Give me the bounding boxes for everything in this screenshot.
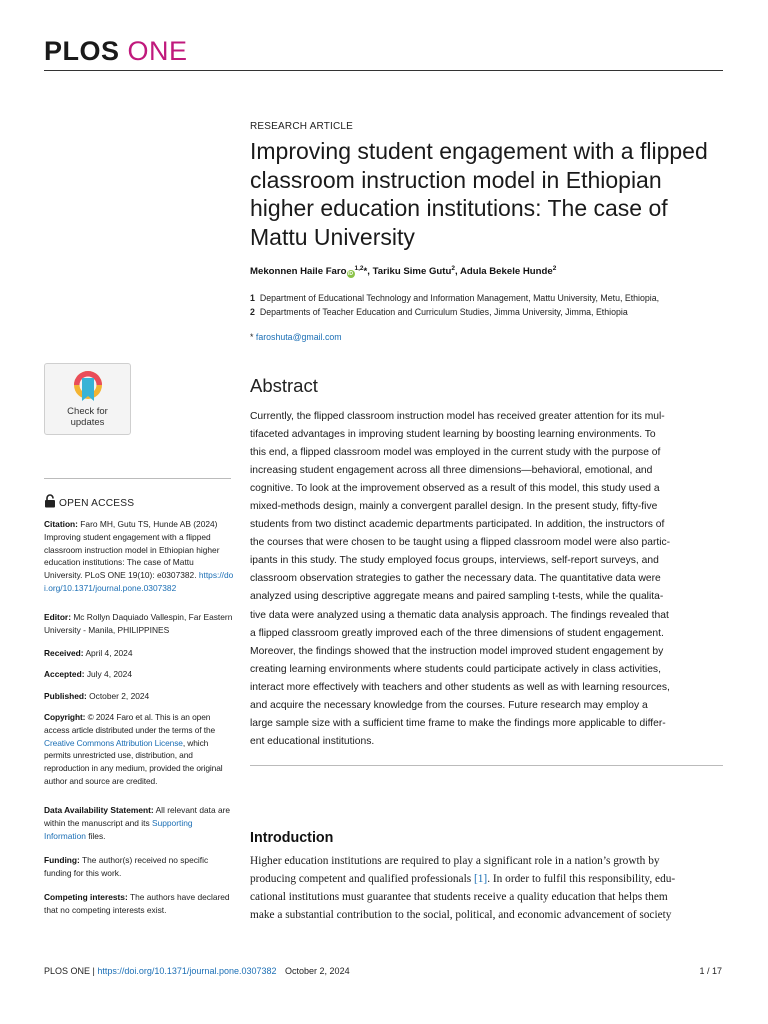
competing-interests-text: The authors have declared that no competing interests exist. [44, 892, 230, 915]
correspondence [250, 332, 342, 342]
affiliation-text: Department of Educational Technology and Information Management, Mattu University, Metu, Ethiopia, [259, 293, 660, 303]
intro-line [250, 871, 724, 889]
title-line: classroom instruction model in Ethiopian [250, 166, 662, 193]
logo-one: ONE [127, 36, 188, 66]
abstract-line: Currently, the flipped classroom instruction model has received greater attention for its mul- [250, 411, 665, 422]
copyright-block [44, 711, 234, 788]
citation-label: Citation: [44, 519, 78, 529]
citation-doi-link[interactable]: https://doi.org/10.1371/journal.pone.0307382 [44, 570, 234, 593]
intro-line: Higher education institutions are required to play a significant role in a nation’s growth by [250, 855, 660, 867]
affiliation-number: 1 [250, 293, 255, 303]
abstract-line: increasing student engagement across all three dimensions—behavioral, emotional, and [250, 465, 653, 477]
abstract-line: tive data were analyzed using a thematic data analysis approach. The findings revealed that [250, 609, 669, 621]
abstract-line: mixed-methods design, mainly a convergent parallel design. In the present study, fifty-five [250, 501, 658, 513]
received-block [44, 647, 234, 660]
intro-line: cational institutions must guarantee that students receive a quality education that helps them [250, 890, 668, 903]
data-availability-label: Data Availability Statement: [44, 805, 154, 815]
license-link[interactable]: Creative Commons Attribution License [44, 737, 183, 748]
footer-date: October 2, 2024 [285, 966, 350, 976]
copyright-text: © 2024 Faro et al. This is an open access article distributed under the terms of the [44, 712, 216, 735]
open-lock-icon [44, 494, 56, 508]
article-title [250, 137, 730, 251]
header-divider [44, 70, 723, 71]
introduction-heading: Introduction [250, 830, 334, 846]
abstract-line: and acquire the necessary knowledge from the courses. Future research may employ a [250, 699, 648, 711]
data-availability-text: files. [88, 830, 106, 841]
intro-text: . In order to fulfil this responsibility, edu- [487, 872, 676, 885]
accepted-label: Accepted: [44, 669, 85, 679]
abstract-line: cognitive. To look at the improvement observed as a result of this model, this study used a [250, 483, 660, 495]
page-footer [44, 966, 350, 976]
author-affiliation-sup: 2 [552, 264, 557, 272]
affiliation-text: Departments of Teacher Education and Curriculum Studies, Jimma University, Jimma, Ethiopia [259, 307, 628, 317]
author-affiliation-sup: 1,2 [354, 264, 364, 272]
abstract-line: tifaceted advantages in improving student learning by boosting learning environments. To [250, 429, 656, 441]
competing-interests-label: Competing interests: [44, 892, 128, 902]
author-affiliation-sup: 2 [451, 264, 455, 272]
intro-line: make a substantial contribution to the social, political, and economic advancement of society [250, 908, 672, 921]
editor-block [44, 611, 234, 637]
intro-text: producing competent and qualified professionals [250, 872, 474, 885]
editor-text: Mc Rollyn Daquiado Vallespin, Far Eastern University - Manila, PHILIPPINES [44, 612, 233, 635]
orcid-icon[interactable]: iD [348, 271, 353, 277]
abstract-divider [250, 765, 723, 766]
abstract-line: large sample size with a sufficient time frame to make the findings more applicable to differ- [250, 717, 666, 729]
affiliation-2 [250, 307, 628, 317]
data-availability-block [44, 804, 234, 842]
abstract-line: Moreover, the findings showed that the instruction model improved student engagement by [250, 645, 664, 657]
author-name[interactable]: Mekonnen Haile Faro [250, 266, 347, 277]
published-label: Published: [44, 691, 87, 701]
badge-line: Check for [67, 406, 108, 417]
abstract-line: ipants in this study. The study employed focus groups, interviews, self-report surveys, and [250, 555, 659, 567]
supporting-information-link[interactable]: Supporting Information [44, 817, 193, 841]
footer-doi-link[interactable]: https://doi.org/10.1371/journal.pone.0307382 [97, 966, 277, 976]
bookmark-ring-icon [72, 369, 104, 403]
received-label: Received: [44, 648, 84, 658]
page-number: 1 / 17 [699, 966, 722, 976]
funding-label: Funding: [44, 855, 80, 865]
abstract-line: this end, a flipped classroom model was employed in the current study with the purpose of [250, 447, 661, 459]
author-list [250, 266, 556, 278]
corresponding-star: * [363, 266, 368, 277]
abstract-line: students from two distinct academic departments participated. In addition, the instructors of [250, 519, 665, 531]
affiliation-1 [250, 293, 659, 303]
corresponding-star: * [250, 332, 254, 342]
copyright-label: Copyright: [44, 712, 86, 722]
accepted-date: July 4, 2024 [86, 669, 132, 679]
received-date: April 4, 2024 [85, 648, 133, 658]
badge-line: updates [70, 417, 105, 428]
footer-journal: PLOS ONE [44, 966, 91, 976]
published-block [44, 690, 234, 703]
copyright-text: , which permits unrestricted use, distribution, and reproduction in any medium, provided the original author and source are credited. [44, 737, 223, 786]
affiliation-number: 2 [250, 307, 255, 317]
article-type: RESEARCH ARTICLE [250, 121, 354, 132]
editor-label: Editor: [44, 612, 71, 622]
open-access-text: OPEN ACCESS [59, 498, 135, 509]
abstract-line: a flipped classroom greatly improved each of the three dimensions of student engagement. [250, 627, 664, 639]
badge-label [45, 406, 130, 428]
accepted-block [44, 668, 234, 681]
data-availability-text: All relevant data are within the manuscript and its [44, 805, 231, 828]
abstract-line: analyzed using descriptive aggregate means and paired sampling t-tests, while the qualita- [250, 591, 664, 603]
title-line: Mattu University [250, 223, 415, 250]
email-link[interactable]: faroshuta@gmail.com [255, 332, 342, 342]
author-name[interactable]: , Tariku Sime Gutu [367, 266, 452, 277]
title-line: Improving student engagement with a flipped [250, 138, 708, 164]
abstract-line: creating learning environments where students could participate actively in class activities, [250, 663, 661, 675]
funding-block [44, 854, 234, 880]
footer-separator: | [90, 966, 98, 976]
check-for-updates-badge[interactable] [44, 363, 131, 435]
funding-text: The author(s) received no specific funding for this work. [44, 855, 209, 878]
abstract-line: interact more effectively with teachers and other students as well as with learning resources, [250, 681, 670, 693]
introduction-body [250, 853, 724, 925]
citation-text: Faro MH, Gutu TS, Hunde AB (2024) Improving student engagement with a flipped classroom instruction model in Ethiopian higher education institutions: The case of Mattu University. PLoS ONE 19(10): e0307382. [44, 519, 220, 581]
author-name[interactable]: , Adula Bekele Hunde [454, 266, 553, 277]
published-date: October 2, 2024 [89, 691, 150, 701]
abstract-line: the courses that were chosen to be taught using a flipped classroom model were also partic- [250, 537, 671, 549]
abstract-line: ent educational institutions. [250, 735, 375, 747]
reference-link[interactable]: [1] [473, 872, 488, 885]
open-access-label [44, 494, 134, 509]
abstract-heading: Abstract [250, 375, 318, 396]
logo-plos: PLOS [44, 36, 120, 66]
abstract-body [250, 408, 724, 751]
title-line: higher education institutions: The case of [250, 195, 668, 222]
competing-interests-block [44, 891, 234, 917]
citation-block [44, 518, 234, 595]
abstract-line: classroom observation strategies to gather the necessary data. The quantitative data were [250, 573, 661, 585]
sidebar-divider [44, 478, 231, 479]
journal-logo[interactable] [44, 36, 188, 67]
